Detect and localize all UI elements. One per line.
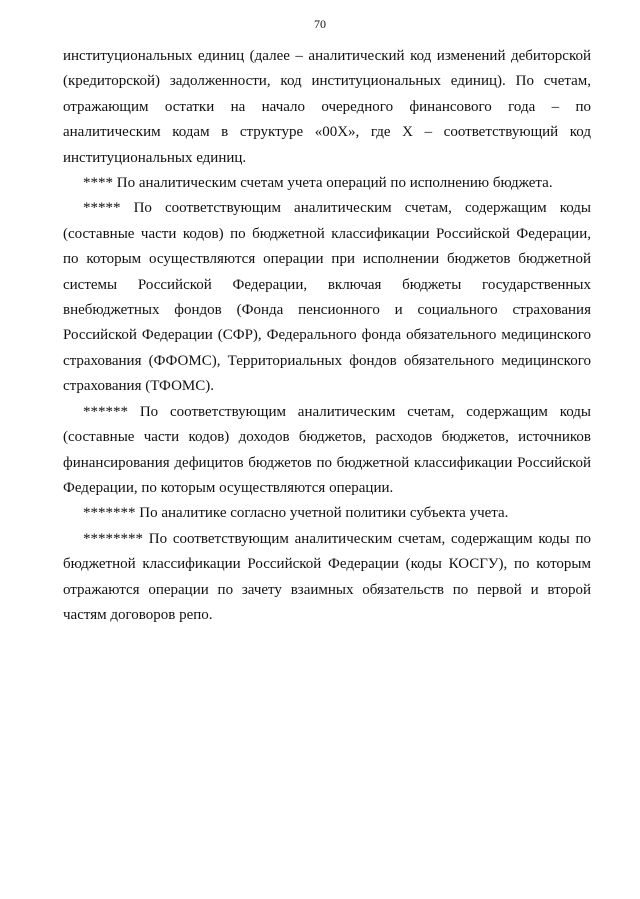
footnote-7-paragraph: ******* По аналитике согласно учетной политики субъекта учета.: [83, 505, 509, 522]
paragraph-continuation: институциональных единиц (далее – аналитический код изменений дебиторской (кредиторской) задолженности, код институциональных единиц). По счетам, отражающим остатки на начало очередного финансового года – по аналитическим кодам в структуре «00Х», где Х – соответствующий код институциональных единиц.: [63, 48, 591, 166]
page-number: 70: [314, 17, 326, 31]
footnote-5-paragraph: ***** По соответствующим аналитическим счетам, содержащим коды (составные части кодов) по бюджетной классификации Российской Федерации, по которым осуществляются операции при исполнении бюджетов бюджетной системы Российской Федерации, включая бюджеты государственных внебюджетных фондов (Фонда пенсионного и социального страхования Российской Федерации (СФР), Федерального фонда обязательного медицинского страхования (ФФОМС), Территориальных фондов обязательного медицинского страхования (ТФОМС).: [63, 200, 591, 395]
footnote-6-paragraph: ****** По соответствующим аналитическим счетам, содержащим коды (составные части кодов) доходов бюджетов, расходов бюджетов, источников финансирования дефицитов бюджетов по бюджетной классификации Российской Федерации, по которым осуществляются операции.: [63, 403, 591, 496]
footnote-8-paragraph: ******** По соответствующим аналитическим счетам, содержащим коды по бюджетной классификации Российской Федерации (коды КОСГУ), по которым отражаются операции по зачету взаимных обязательств по первой и второй частям договоров репо.: [63, 530, 591, 623]
document-body: [63, 44, 591, 628]
footnote-4-paragraph: **** По аналитическим счетам учета операций по исполнению бюджета.: [83, 175, 553, 192]
